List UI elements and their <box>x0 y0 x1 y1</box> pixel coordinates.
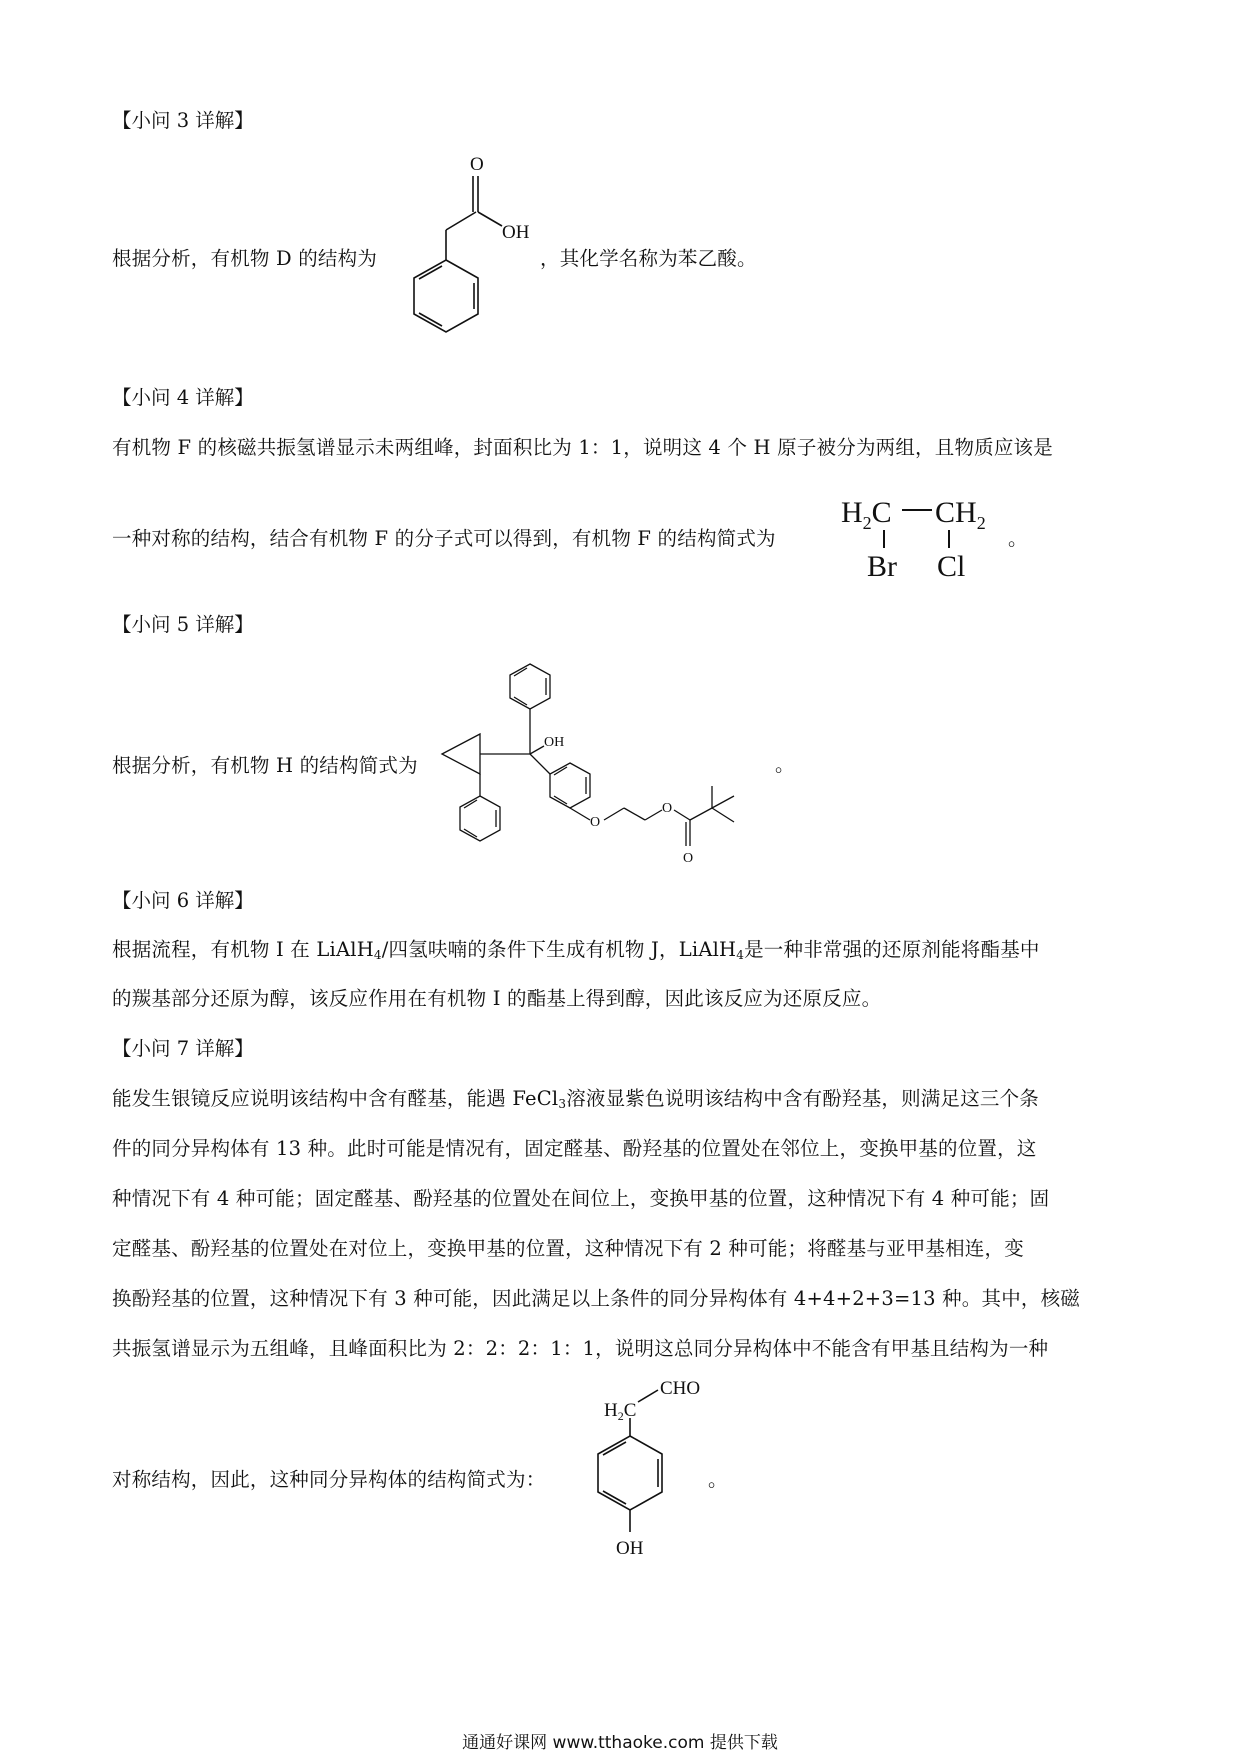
q4-line2-before: 一种对称的结构，结合有机物 F 的分子式可以得到，有机物 F 的结构简式为 <box>112 527 776 550</box>
q3-text-after: ，其化学名称为苯乙酸。 <box>540 247 757 270</box>
q7-h-label: H <box>604 1400 618 1421</box>
q5-oh-label: OH <box>544 735 565 750</box>
q5-heading: 【小问 5 详解】 <box>112 613 254 636</box>
q5-text-before: 根据分析，有机物 H 的结构简式为 <box>112 754 418 777</box>
q7-line7-before: 对称结构，因此，这种同分异构体的结构简式为： <box>112 1468 546 1491</box>
q3-oh-label: OH <box>502 222 530 243</box>
q7-line3: 种情况下有 4 种可能；固定醛基、酚羟基的位置处在间位上，变换甲基的位置，这种情况下有 4 种可能；固 <box>112 1187 1050 1210</box>
q3-text-before: 根据分析，有机物 D 的结构为 <box>112 247 378 270</box>
structure-hydroxyphenylacetaldehyde <box>590 1372 720 1596</box>
q4-heading: 【小问 4 详解】 <box>112 386 254 409</box>
q4-c-label: C <box>871 496 892 529</box>
q7-line5: 换酚羟基的位置，这种情况下有 3 种可能，因此满足以上条件的同分异构体有 4+4+2+3=13 种。其中，核磁 <box>112 1287 1080 1310</box>
q4-ch-label: CH <box>935 496 977 529</box>
q7-cho-label: CHO <box>660 1378 701 1399</box>
structure-bromochloroethane <box>835 488 1015 592</box>
q5-o2-label: O <box>662 801 673 816</box>
q7-c-label: C <box>623 1400 637 1421</box>
q7-oh-label: OH <box>616 1538 644 1559</box>
svg-text:H2C <box>841 496 892 533</box>
page-footer: 通通好课网 www.tthaoke.com 提供下载 <box>462 1733 778 1753</box>
svg-text:H2C <box>604 1400 636 1423</box>
q7-h-sub: 2 <box>617 1409 624 1423</box>
q4-h-sub: 2 <box>862 513 872 533</box>
q6-heading: 【小问 6 详解】 <box>112 889 254 912</box>
q4-ch-sub: 2 <box>976 513 986 533</box>
structure-h <box>440 650 800 884</box>
q7-line2: 件的同分异构体有 13 种。此时可能是情况有，固定醛基、酚羟基的位置处在邻位上，变换甲基的位置，这 <box>112 1137 1037 1160</box>
q7-line4: 定醛基、酚羟基的位置处在对位上，变换甲基的位置，这种情况下有 2 种可能；将醛基与亚甲基相连，变 <box>112 1237 1024 1260</box>
svg-text:CH2 <box>935 496 986 533</box>
q7-line7-after: 。 <box>708 1468 728 1491</box>
q4-cl-label: Cl <box>937 550 966 583</box>
q4-h-label: H <box>841 496 863 529</box>
q4-br-label: Br <box>867 550 897 583</box>
q7-line1: 能发生银镜反应说明该结构中含有醛基，能遇 FeCl$_3$溶液显紫色说明该结构中含有酚羟基，则满足这三个条 <box>112 1087 1040 1111</box>
q6-line2: 的羰基部分还原为醇，该反应作用在有机物 I 的酯基上得到醇，因此该反应为还原反应。 <box>112 987 882 1010</box>
q6-line1: 根据流程，有机物 I 在 LiAlH$_4$/四氢呋喃的条件下生成有机物 J，LiAlH$_4$是一种非常强的还原剂能将酯基中 <box>112 938 1040 962</box>
q7-line6: 共振氢谱显示为五组峰，且峰面积比为 2：2：2：1：1，说明这总同分异构体中不能含有甲基且结构为一种 <box>112 1337 1049 1360</box>
q3-o-label: O <box>470 154 484 175</box>
structure-phenylacetic-acid <box>390 150 530 364</box>
q3-heading: 【小问 3 详解】 <box>112 109 254 132</box>
q5-o1-label: O <box>590 815 601 830</box>
q5-text-after: 。 <box>775 753 795 776</box>
q4-line1: 有机物 F 的核磁共振氢谱显示未两组峰，封面积比为 1：1，说明这 4 个 H 原子被分为两组，且物质应该是 <box>112 436 1053 459</box>
q7-heading: 【小问 7 详解】 <box>112 1037 254 1060</box>
q4-line2-after: 。 <box>1008 527 1028 550</box>
q5-o3-label: O <box>683 851 694 866</box>
